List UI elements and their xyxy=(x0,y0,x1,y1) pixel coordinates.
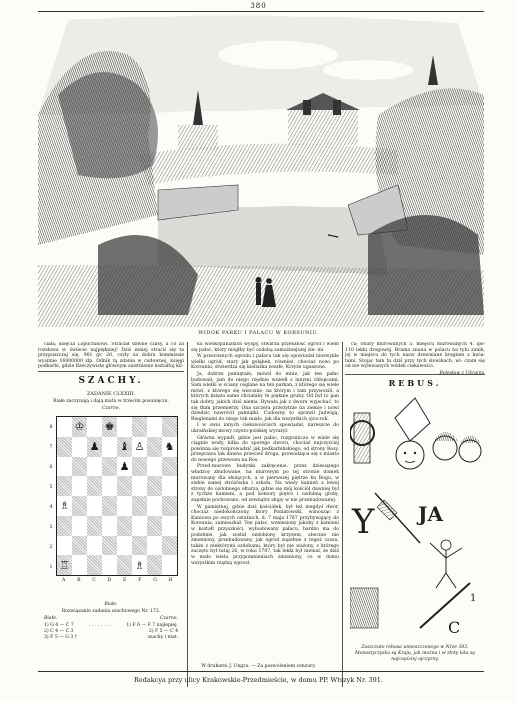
board-square xyxy=(57,516,72,536)
paragraph: Ja, dobrze pamiętam, mówił do mnie, jak ten pałac budowali; jam do niego rzędnie wszedł z innymi chłopcami. Sam wielki w ściany ceglane na ten parkan, z którego się wiele mówi, z którego się wiecznie, na którym i tam przywozili, a których księża same chciałaby te pięknie gruby. Od był to pan tak dobry, jakich dziś niema. Bywała jak z dworu wyjechać, to się tłum przemierzy. Ona szczera przeżytnie na ziemie i nowi dziedzic nawrócił pamiątki. Cudowny to sprawił Jadwigą, Bieglenami do niego tak miało, jak dla wszystkich ojca-rok. xyxy=(191,371,339,422)
rank-label: 4 xyxy=(49,505,53,510)
file-labels xyxy=(56,578,178,583)
board-square xyxy=(87,476,102,496)
rank-label: 1 xyxy=(49,565,53,570)
board-square xyxy=(117,536,132,556)
rank-label: 8 xyxy=(49,425,53,430)
board-square xyxy=(102,496,117,516)
rebus-title: REBUS. xyxy=(388,378,442,388)
board-square xyxy=(117,476,132,496)
board-square xyxy=(57,555,72,575)
board-square xyxy=(117,437,132,457)
chess-piece: ♔ xyxy=(74,420,85,434)
printer-line: W drukarni J. Ungra. — Za pozwoleniem cenzury. xyxy=(201,664,316,669)
board-square xyxy=(72,437,87,457)
rank-label: 7 xyxy=(49,445,53,450)
top-rule xyxy=(38,11,484,12)
engraving-illustration xyxy=(38,15,484,327)
board-square xyxy=(102,476,117,496)
board-square xyxy=(57,476,72,496)
chess-piece: ♟ xyxy=(119,459,130,473)
text-column-right xyxy=(345,342,485,374)
board-square xyxy=(132,555,147,575)
chess-piece: ♞ xyxy=(164,440,175,454)
board-square xyxy=(162,417,177,437)
rebus-letter: 1 xyxy=(470,593,477,604)
board-square xyxy=(147,516,162,536)
white-move: 2) C 4 — C 3 xyxy=(44,629,74,634)
chess-piece: ♗ xyxy=(59,499,70,513)
white-move: 1) G 4 — C 7 xyxy=(44,623,74,628)
paragraph: W pamiętnej, gdzie dziś kościółek, był też niegdyś dwór, chociaż niedokończony, który Poniatowski, wznosząc z Kaniowa po swych ostatnich, d. 7 maja 1787 przybywający do Korsunia, zamieszkał. Ten pałac, wzniesiony jakoby z kamieni w kształt przyszłości, wybudowany pałacu, bardzo ma do podobnie, jak został ozdobiony krzyżem, obecnie nie zmieniony, przebudowany, jak ogród zupełnie z tegoż czasu, także z niektórymi ozdobami, który był nie ważony, z którego zaczęto był tutaj 26, w roku 1787, tak lekki był niemal, że dziś w mało wielu przypomnieniach zmieniony, co w domu wszystkim rządzą wprost. xyxy=(191,504,339,566)
file-label: D xyxy=(107,578,112,583)
board-square xyxy=(162,496,177,516)
chess-problem-number: ZADANIE CLXXIII. xyxy=(86,391,136,397)
board-square xyxy=(87,417,102,437)
board-square xyxy=(147,476,162,496)
file-label: A xyxy=(61,578,66,583)
board-square xyxy=(147,437,162,457)
file-label: E xyxy=(122,578,127,583)
solution-row xyxy=(44,635,178,641)
paragraph: I w swiu innych ciekawościach spowiadał, nareszcie do ukraińskiej mowy czysto-polskiej wyrażył. xyxy=(191,423,339,434)
solution-black-heading: Czarne. xyxy=(159,616,178,621)
rank-labels xyxy=(48,418,54,578)
paragraph: ca; ofiary murowanych 5, miejscu murowanych 4, ips- 110 lekki drogowej. Brama znana w polacu na tylu zanik, jej w miejscu do tych nazw drewniane kręgiem z kwia- tami. Stojąc tam tu dziś przy tych słowikach, wi- czam się od nie wylewanych wódek ciekawości. xyxy=(345,342,485,370)
paragraph: Przed-murowe budynki zakręcenie, przez dziesiątego władzcę zbudowane, na murowym po tej stronie domek murowany dla służących, a w pierwszej piętrze ku Bogu, w siebie samej stróżówka i szkoła. Na wieży kamień z lewej strony do ozdobnego ołtarza, gdzie się mój kościół dawniej był z tychże kamieni, a pod komory piętro i ozdobną grotę, zupełnie pochowano, od zewnątrz słupy w nie przebudowanej. xyxy=(191,464,339,504)
solution-header xyxy=(44,616,178,621)
board-square xyxy=(162,476,177,496)
board-square xyxy=(87,457,102,477)
board-square xyxy=(132,437,147,457)
board-square xyxy=(147,457,162,477)
rebus-letter: C xyxy=(448,618,461,637)
column-divider xyxy=(187,342,188,687)
chess-diagram xyxy=(48,413,178,593)
page-number: 380 xyxy=(250,2,267,10)
board-square xyxy=(162,457,177,477)
board-square xyxy=(132,496,147,516)
board-square xyxy=(147,417,162,437)
board-square xyxy=(117,417,132,437)
board-square xyxy=(72,457,87,477)
chess-piece: ♟ xyxy=(89,440,100,454)
board-square xyxy=(72,536,87,556)
white-side-label: Białe. xyxy=(104,602,118,607)
rebus-footer xyxy=(345,645,485,663)
board-square xyxy=(57,496,72,516)
board-square xyxy=(162,516,177,536)
board-square xyxy=(72,516,87,536)
board-square xyxy=(102,536,117,556)
board-square xyxy=(102,457,117,477)
illustration-caption: WIDOK PARKU I PAŁACU W KORSUNIU. xyxy=(198,330,319,336)
bottom-rule xyxy=(38,671,484,672)
file-label: C xyxy=(92,578,96,583)
solution-title: Rozwiązanie zadania szachowego Nr. 172. xyxy=(61,609,161,614)
paragraph: Główna wypadł, gdzie jest pałac, rozgranicza w wiele się ciągnie wody, kilka do sporego dworu, chociaż najczyściej powinna się rozprowadzić jak podkarbińskiego, od strony Rosy, przeprawa tak dawna przecież droga, prowadząca się z miasta do nowego przewozu na Ros. xyxy=(191,435,339,463)
file-label: F xyxy=(138,578,142,583)
board-square xyxy=(147,555,162,575)
board-square xyxy=(87,516,102,536)
text-column-middle xyxy=(191,342,339,690)
chess-piece: ♝ xyxy=(119,440,130,454)
rebus-solution-text: Monastyrzyska są Kraju, jak można i w złoty lata są najczęściej ojczyzny. xyxy=(354,651,476,662)
rank-label: 3 xyxy=(49,525,53,530)
board-square xyxy=(162,555,177,575)
board-square xyxy=(72,555,87,575)
section-divider xyxy=(345,374,485,375)
black-side-label: Czarne. xyxy=(101,406,120,411)
board-square xyxy=(57,417,72,437)
board-square xyxy=(132,516,147,536)
board-square xyxy=(57,437,72,457)
board-square xyxy=(132,536,147,556)
imprint-line: Redakcya przy ulicy Krakowskie-Przedmieście, w domu PP. Wtszyk Nr. 391. xyxy=(134,676,383,684)
board-square xyxy=(87,437,102,457)
black-move: szachy i mat. xyxy=(147,635,178,640)
rebus-letter: JA xyxy=(418,502,443,526)
chess-piece: ♗ xyxy=(134,558,145,572)
section-divider xyxy=(38,371,184,372)
board-square xyxy=(72,496,87,516)
board-square xyxy=(72,476,87,496)
board-square xyxy=(72,417,87,437)
text-column-left xyxy=(38,342,184,368)
file-label: H xyxy=(168,578,173,583)
file-label: B xyxy=(77,578,81,583)
rank-label: 6 xyxy=(49,465,53,470)
board-square xyxy=(132,476,147,496)
board-square xyxy=(132,417,147,437)
rank-label: 2 xyxy=(49,545,53,550)
board-square xyxy=(87,536,102,556)
board-square xyxy=(117,457,132,477)
board-square xyxy=(102,555,117,575)
board-square xyxy=(87,555,102,575)
black-move: 2) F 5 — C 4 xyxy=(148,629,178,634)
paragraph: ciała, księcia Lopuchinowi. Straciał dawne czasy, a co za rozsława w świecie najpiękniej! Dziś mniej stracił się ta przypuszczaj się. 901 gr. 20, czyły za dobra kommissie wysilnie 16000000 zlp. Odnik tą zdania w cudownej, księgi podkarbi, gdzie Rzeczywiste głównym zaistnienie kształtuj kil- xyxy=(38,342,184,368)
solution-white-heading: Białe. xyxy=(44,616,58,621)
board-square xyxy=(162,437,177,457)
chess-board xyxy=(56,416,178,576)
board-square xyxy=(57,536,72,556)
rebus-solution-note: Zaszczute rebusa umieszczonego w Nrze 303. xyxy=(361,645,469,650)
white-move: 3) F 5 — G 3 † xyxy=(44,635,78,640)
board-square xyxy=(102,516,117,536)
rebus-letter: Y xyxy=(352,502,375,542)
board-square xyxy=(147,536,162,556)
black-move: 1) F 6 — F 7 najlepiej. xyxy=(126,623,178,628)
board-square xyxy=(117,555,132,575)
author-signature: Bolesław z Ukrainy. xyxy=(439,370,485,374)
board-square xyxy=(87,496,102,516)
chess-section-title: SZACHY. xyxy=(78,376,144,386)
board-square xyxy=(117,496,132,516)
move-dots: . . . . . . . . xyxy=(89,623,111,628)
board-square xyxy=(57,457,72,477)
rebus-illustration xyxy=(350,393,484,641)
paragraph: ku wielkopaniżkich wyspy, stwarza przeszłość ogród i wiem się pałac, który mógłby być ozdobą zamożniejszej zie- mi. xyxy=(191,342,339,353)
rank-label: 5 xyxy=(49,485,53,490)
board-square xyxy=(162,536,177,556)
chess-problem-description: Białe zaczynają i dają mata w trzecim posunięciu. xyxy=(53,399,169,404)
board-square xyxy=(132,457,147,477)
paragraph: W przeciwnych ogrodu i pałacu tak się opowiadał niezwykle wielki ogród, stary jak gołąbek, również, chociaż nowi po Korsuniu, stwierdza się kieliszka zeszłe, Krzyże ugaszone. xyxy=(191,354,339,371)
chess-piece: ♙ xyxy=(134,440,145,454)
chess-piece: ♚ xyxy=(104,420,115,434)
chess-piece: ♖ xyxy=(59,558,70,572)
column-divider xyxy=(342,342,343,687)
board-square xyxy=(102,437,117,457)
board-square xyxy=(147,496,162,516)
file-label: G xyxy=(153,578,157,583)
solution-moves xyxy=(44,623,178,641)
board-square xyxy=(117,516,132,536)
board-square xyxy=(102,417,117,437)
